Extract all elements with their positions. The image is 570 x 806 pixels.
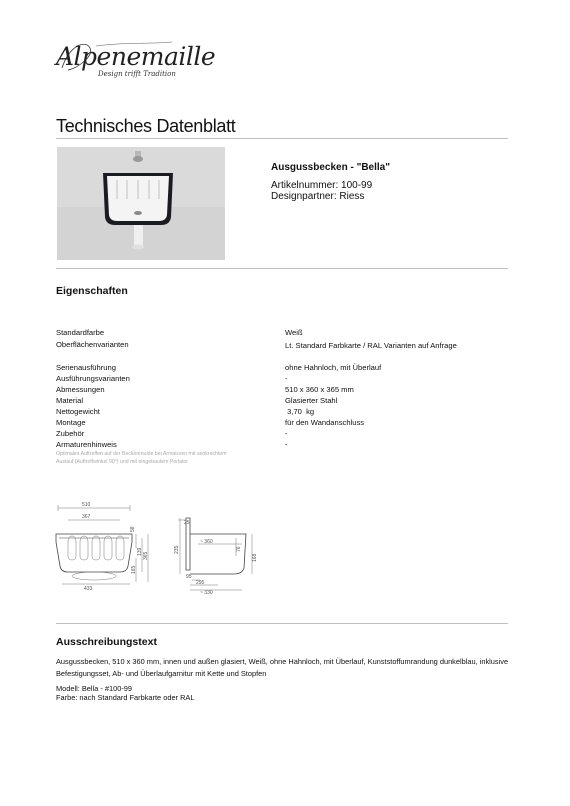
dimension-label: 95 bbox=[186, 574, 192, 580]
page-title: Technisches Datenblatt bbox=[56, 116, 236, 136]
property-label: Armaturenhinweis bbox=[56, 440, 117, 449]
property-label: Material bbox=[56, 396, 84, 405]
property-label: Abmessungen bbox=[56, 385, 105, 394]
model-line: Modell: Bella - #100-99 bbox=[56, 684, 133, 693]
tender-heading: Ausschreibungstext bbox=[56, 636, 157, 648]
dimension-label: 165 bbox=[131, 565, 137, 574]
technical-drawing bbox=[50, 498, 270, 598]
design-partner: Designpartner: Riess bbox=[271, 191, 365, 202]
property-value: für den Wandanschluss bbox=[285, 418, 365, 427]
dimension-label: 433 bbox=[84, 586, 93, 592]
dimension-label: 76 bbox=[236, 546, 242, 552]
dimension-label: 25 bbox=[184, 520, 190, 526]
dimension-label: 235 bbox=[174, 545, 180, 554]
dimension-label: 510 bbox=[82, 502, 91, 508]
dimension-label: ~ 330 bbox=[200, 590, 213, 596]
property-label: Ausführungsvarianten bbox=[56, 374, 130, 383]
dimension-label: 365 bbox=[143, 551, 149, 560]
property-value: - bbox=[285, 429, 288, 438]
property-value: 510 x 360 x 365 mm bbox=[285, 385, 354, 394]
dimension-label: ~ 360 bbox=[200, 539, 213, 545]
property-label: Zubehör bbox=[56, 429, 85, 438]
property-value: Glasierter Stahl bbox=[285, 396, 338, 405]
dimension-label: 367 bbox=[82, 514, 91, 520]
dimension-label: 58 bbox=[130, 526, 136, 532]
property-value: 3,70 kg bbox=[285, 407, 315, 416]
property-value: Weiß bbox=[285, 328, 303, 337]
dimension-label: 168 bbox=[252, 553, 258, 562]
property-label: Serienausführung bbox=[56, 363, 116, 372]
brand-logo: Alpenemaille bbox=[56, 42, 216, 71]
divider bbox=[56, 623, 508, 624]
properties-heading: Eigenschaften bbox=[56, 285, 128, 297]
property-value: - bbox=[285, 440, 288, 449]
color-line: Farbe: nach Standard Farbkarte oder RAL bbox=[56, 693, 195, 702]
product-name: Ausgussbecken - "Bella" bbox=[271, 162, 390, 173]
property-value: - bbox=[285, 374, 288, 383]
property-label: Montage bbox=[56, 418, 86, 427]
property-value: Lt. Standard Farbkarte / RAL Varianten auf Anfrage bbox=[285, 341, 457, 350]
product-photo bbox=[57, 147, 225, 260]
tender-text: Ausgussbecken, 510 x 360 mm, innen und außen glasiert, Weiß, ohne Hahnloch, mit Überlauf, Kunststoffumrandung dunkelblau, inklusive Befestigungsset, Ab- und Überlaufgarnitur mit Kette und Stopfen bbox=[56, 657, 509, 678]
property-label: Oberflächenvarianten bbox=[56, 340, 129, 349]
fitting-note: Auslauf (Auftreffwinkel 90°) und mit eingebautem Perlator bbox=[56, 459, 189, 465]
divider bbox=[56, 138, 508, 139]
dimension-label: 139 bbox=[137, 547, 143, 556]
brand-tagline: Design trifft Tradition bbox=[98, 70, 176, 78]
property-value: ohne Hahnloch, mit Überlauf bbox=[285, 363, 382, 372]
divider bbox=[56, 268, 508, 269]
property-label: Standardfarbe bbox=[56, 328, 105, 337]
dimension-label: 295 bbox=[196, 580, 205, 586]
fitting-note: Optimales Auftreffen auf der Beckenmulde bei Armaturen mit senkrechtem bbox=[56, 451, 227, 457]
property-label: Nettogewicht bbox=[56, 407, 100, 416]
article-number: Artikelnummer: 100-99 bbox=[271, 180, 373, 191]
